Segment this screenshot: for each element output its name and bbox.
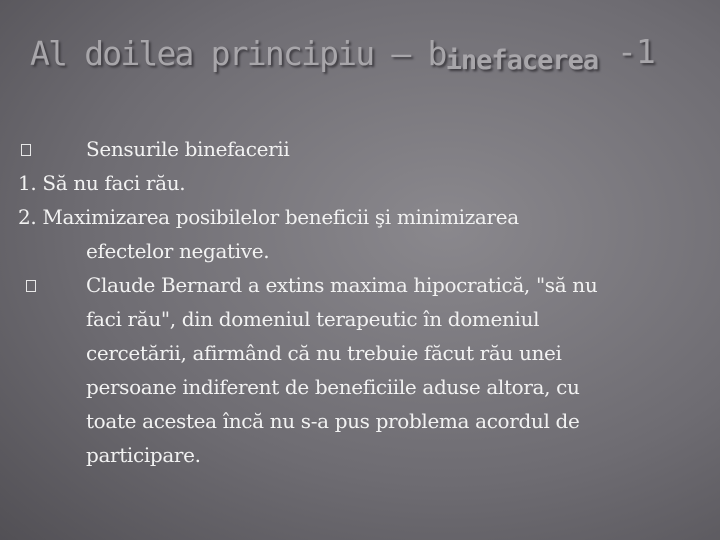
title-part-1: Al doilea principiu – b xyxy=(30,34,446,73)
square-bullet-icon xyxy=(21,144,31,156)
bullet-item-bernard-line-1: Claude Bernard a extins maxima hipocratică, "să nu xyxy=(86,273,598,297)
bullet-item-bernard-line-3: cercetării, afirmând că nu trebuie făcut rău unei xyxy=(86,341,562,365)
slide-title xyxy=(30,32,700,76)
square-bullet-icon xyxy=(26,280,36,292)
list-item-2-line-1: 2. Maximizarea posibilelor beneficii şi minimizarea xyxy=(18,205,519,229)
list-item-1: 1. Să nu faci rău. xyxy=(18,171,186,195)
bullet-item-bernard-line-5: toate acestea încă nu s-a pus problema acordul de xyxy=(86,409,580,433)
title-part-2: inefacerea xyxy=(445,45,599,76)
title-part-3: -1 xyxy=(598,32,655,71)
bullet-item-bernard-line-6: participare. xyxy=(86,443,201,467)
bullet-item-bernard-line-2: faci rău", din domeniul terapeutic în domeniul xyxy=(86,307,540,331)
list-item-2-line-2: efectelor negative. xyxy=(86,239,270,263)
bullet-item-senses: Sensurile binefacerii xyxy=(86,137,290,161)
bullet-item-bernard-line-4: persoane indiferent de beneficiile aduse altora, cu xyxy=(86,375,580,399)
